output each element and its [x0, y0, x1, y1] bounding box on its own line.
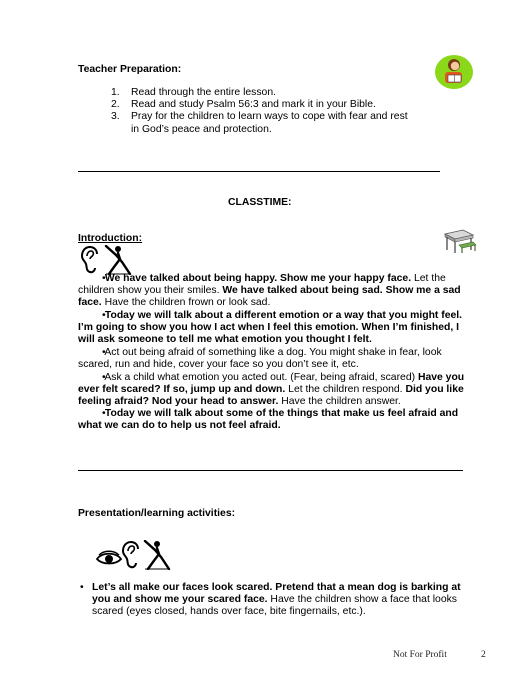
intro-paragraph-4: • Ask a child what emotion you acted out. (Fear, being afraid, scared) Have you ever felt scared? If so, jump up and down. Let the children respond. Did you like feeling afraid? Nod your head to answer. Have the children answer. [78, 372, 478, 409]
footer-text: Not For Profit [393, 650, 447, 660]
teacher-reading-icon [434, 54, 474, 90]
school-desk-icon [443, 226, 477, 254]
classtime-heading: CLASSTIME: [228, 197, 292, 208]
bullet: • [80, 582, 84, 593]
teacher-prep-list [111, 87, 411, 136]
intro-paragraph-5: • Today we will talk about some of the things that make us feel afraid and what we can do to help us not feel afraid. [78, 408, 478, 432]
presentation-paragraph-1: • Let’s all make our faces look scared. Pretend that a mean dog is barking at you and show me your scared face. Have the children show a face that looks scared (eyes closed, hands over face, bite fingernails, etc.). [80, 582, 461, 618]
intro-paragraph-2: • Today we will talk about a different emotion or a way that you might feel. I’m going to show you how I act when I feel this emotion. When I’m finished, I will ask someone to tell me what emotion you thought I felt. [78, 310, 478, 347]
page-number: 2 [481, 650, 486, 660]
list-item: 1. Read through the entire lesson. [111, 87, 276, 98]
presentation-heading: Presentation/learning activities: [78, 508, 236, 519]
divider [78, 171, 440, 172]
list-item: 3. Pray for the children to learn ways to cope with fear and rest in God’s peace and protection. [111, 111, 408, 135]
ear-icon [121, 541, 143, 569]
list-item: 2. Read and study Psalm 56:3 and mark it in your Bible. [111, 99, 376, 111]
introduction-heading: Introduction: [78, 233, 143, 244]
divider [78, 470, 463, 471]
eye-icon [96, 550, 122, 566]
stretching-person-icon [143, 540, 171, 570]
teacher-prep-heading: Teacher Preparation: [78, 64, 182, 75]
stretching-person-icon [104, 245, 132, 275]
intro-paragraph-3: • Act out being afraid of something like a dog. You might shake in fear, look scared, run and hide, cover your face so you don’t see it, etc. [78, 347, 478, 371]
ear-icon [80, 246, 102, 274]
intro-paragraph-1: • We have talked about being happy. Show me your happy face. Let the children show you their smiles. We have talked about being sad. Show me a sad face. Have the children frown or look sad. [78, 273, 478, 310]
